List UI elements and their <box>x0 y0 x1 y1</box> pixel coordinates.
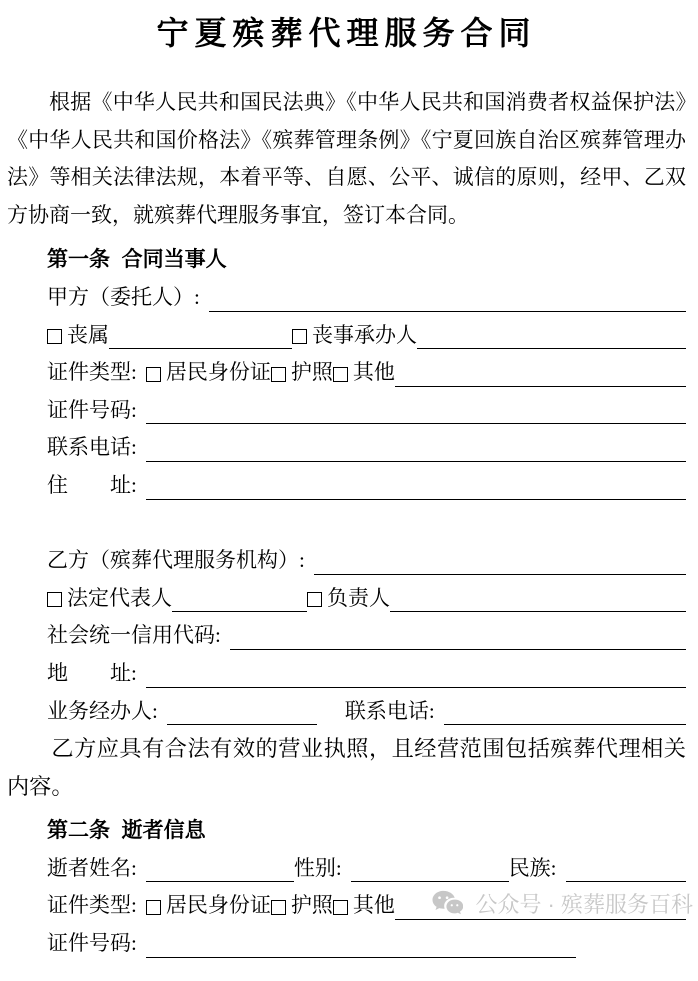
credit-code-blank-field[interactable] <box>230 617 686 650</box>
wechat-icon <box>432 838 469 968</box>
deceased-name-label: 逝者姓名: <box>47 855 137 880</box>
party-a-label: 甲方（委托人）: <box>47 284 200 309</box>
legal-rep-label: 法定代表人 <box>67 585 172 610</box>
ethnicity-label: 民族: <box>508 855 557 880</box>
handler-label: 业务经办人: <box>47 698 158 723</box>
other-id-label: 其他 <box>352 360 395 385</box>
credit-code-label: 社会统一信用代码: <box>47 623 221 648</box>
deceased-name-blank-field[interactable] <box>146 850 294 883</box>
party-b-phone-blank-field[interactable] <box>444 693 686 726</box>
deceased-id-type-label: 证件类型: <box>47 893 137 918</box>
bereaved-blank-field[interactable] <box>109 317 292 350</box>
deceased-id-number-label: 证件号码: <box>47 931 137 956</box>
other-id-checkbox[interactable] <box>333 367 348 382</box>
id-type-label: 证件类型: <box>47 360 137 385</box>
resident-id-checkbox[interactable] <box>146 367 161 382</box>
party-a-id-number-row <box>47 392 686 430</box>
party-b-blank-field[interactable] <box>314 542 686 575</box>
principal-label: 负责人 <box>327 585 390 610</box>
relation-row <box>47 317 686 355</box>
watermark <box>432 838 693 968</box>
party-b-address-blank-field[interactable] <box>146 655 686 688</box>
watermark-text: 公众号 · 殡葬服务百科 <box>475 891 693 917</box>
gender-label: 性别: <box>293 855 342 880</box>
handler-row <box>47 693 686 731</box>
party-b-address-label: 地 址: <box>47 660 137 685</box>
legal-rep-blank-field[interactable] <box>172 580 307 613</box>
party-b-label: 乙方（殡葬代理服务机构）: <box>47 548 305 573</box>
party-a-phone-row <box>47 429 686 467</box>
blank-line <box>7 505 686 543</box>
party-b-phone-label: 联系电话: <box>344 698 435 723</box>
phone-blank-field[interactable] <box>146 429 686 462</box>
document-title: 宁夏殡葬代理服务合同 <box>156 15 537 51</box>
legal-rep-checkbox[interactable] <box>47 592 62 607</box>
deceased-resident-id-label: 居民身份证 <box>165 893 271 918</box>
deceased-resident-id-checkbox[interactable] <box>146 900 161 915</box>
id-number-blank-field[interactable] <box>146 392 686 425</box>
deceased-passport-label: 护照 <box>290 893 333 918</box>
bereaved-checkbox[interactable] <box>47 329 62 344</box>
section1-heading: 第一条 合同当事人 <box>47 248 227 272</box>
handler-blank-field[interactable] <box>167 693 317 726</box>
party-b-row <box>47 542 686 580</box>
bereaved-label: 丧属 <box>67 322 109 347</box>
id-number-label: 证件号码: <box>47 397 137 422</box>
resident-id-label: 居民身份证 <box>165 360 271 385</box>
intro-paragraph: 根据《中华人民共和国民法典》《中华人民共和国消费者权益保护法》《中华人民共和国价格法》《殡葬管理条例》《宁夏回族自治区殡葬管理办法》等相关法律法规，本着平等、自愿、公平、诚信的原则，经甲、乙双方协商一致，就殡葬代理服务事宜，签订本合同。 <box>7 90 686 227</box>
passport-checkbox[interactable] <box>271 367 286 382</box>
address-label: 住 址: <box>47 472 137 497</box>
organizer-blank-field[interactable] <box>417 317 686 350</box>
section2-heading: 第二条 逝者信息 <box>47 819 206 843</box>
principal-checkbox[interactable] <box>307 592 322 607</box>
party-a-address-row <box>47 467 686 505</box>
deceased-other-id-label: 其他 <box>352 893 395 918</box>
address-blank-field[interactable] <box>146 467 686 500</box>
organizer-checkbox[interactable] <box>292 329 307 344</box>
credit-code-row <box>47 617 686 655</box>
other-id-blank-field[interactable] <box>395 354 686 387</box>
party-a-blank-field[interactable] <box>209 279 686 312</box>
deceased-other-id-checkbox[interactable] <box>333 900 348 915</box>
party-b-address-row <box>47 655 686 693</box>
representative-row <box>47 580 686 618</box>
deceased-passport-checkbox[interactable] <box>271 900 286 915</box>
business-license-note: 乙方应具有合法有效的营业执照，且经营范围包括殡葬代理相关内容。 <box>7 736 686 799</box>
party-a-row <box>47 279 686 317</box>
principal-blank-field[interactable] <box>390 580 686 613</box>
phone-label: 联系电话: <box>47 435 137 460</box>
passport-label: 护照 <box>290 360 333 385</box>
organizer-label: 丧事承办人 <box>312 322 417 347</box>
party-a-id-type-row <box>47 354 686 392</box>
